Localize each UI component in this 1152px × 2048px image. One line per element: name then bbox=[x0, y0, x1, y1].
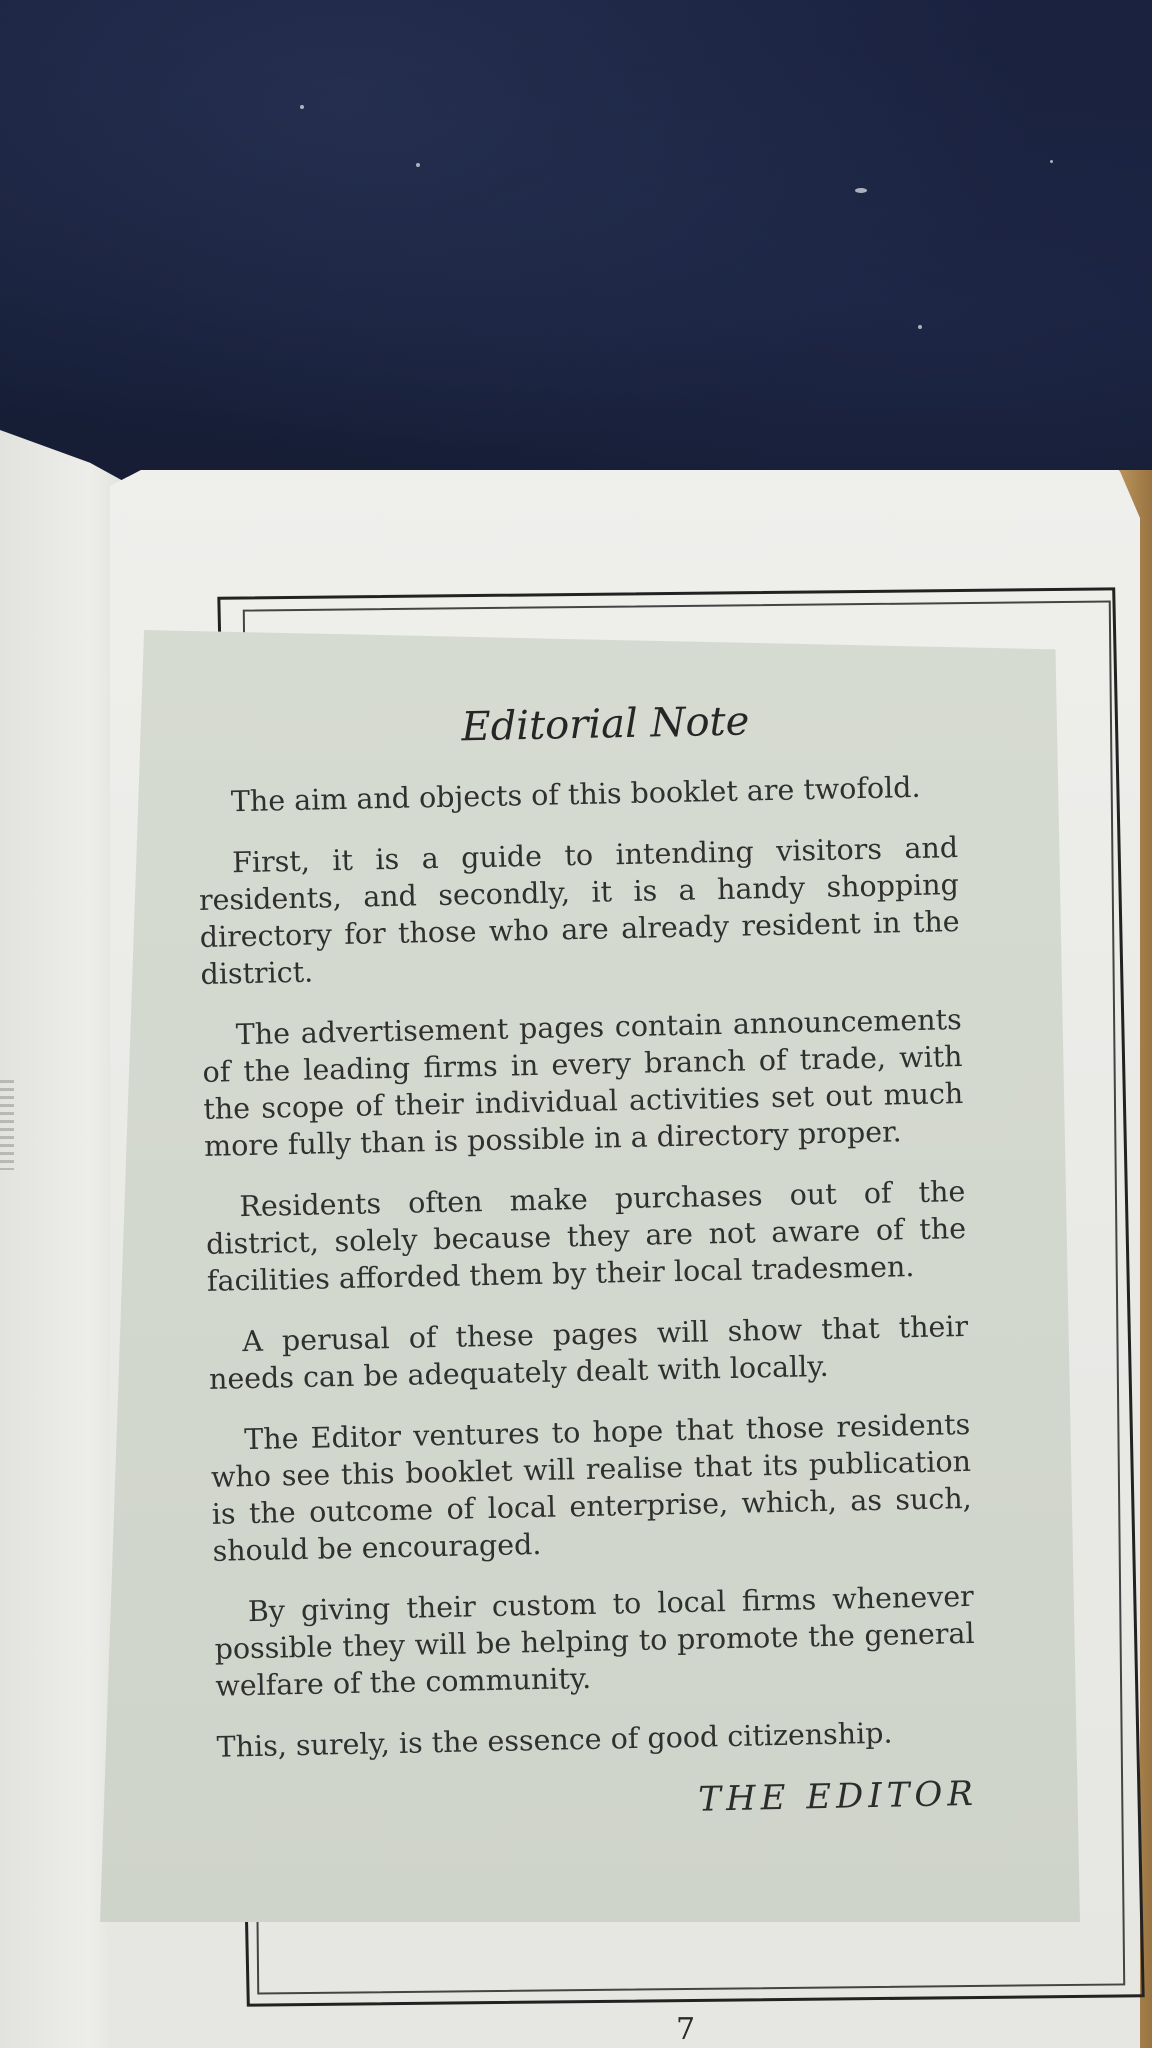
editorial-paragraph: By giving their custom to local firms whenever possible they will be helping to promote the general welfare of the community. bbox=[214, 1579, 975, 1703]
editorial-paragraph: A perusal of these pages will show that their needs can be adequately dealt with locally. bbox=[208, 1309, 969, 1396]
editorial-paragraph: Residents often make purchases out of the district, solely because they are not aware of the facilities afforded them by their local tradesmen. bbox=[205, 1174, 967, 1298]
page-number: 7 bbox=[676, 2012, 696, 2047]
cloth-speck bbox=[855, 188, 867, 193]
editorial-note-content bbox=[195, 694, 978, 1830]
editorial-closing-line: This, surely, is the essence of good citizenship. bbox=[216, 1716, 893, 1764]
editorial-paragraph: The Editor ventures to hope that those residents who see this booklet will realise that its publication is the outcome of local enterprise, which, as such, should be encouraged. bbox=[210, 1407, 973, 1568]
cloth-speck bbox=[416, 163, 420, 167]
cloth-speck bbox=[1050, 160, 1053, 163]
editorial-note-title: Editorial Note bbox=[461, 698, 750, 751]
editorial-paragraph: First, it is a guide to intending visitors and residents, and secondly, it is a handy shopping directory for those who are already resident in the district. bbox=[198, 831, 960, 991]
navy-cloth-background bbox=[0, 0, 1152, 520]
editor-signature: THE EDITOR bbox=[697, 1773, 979, 1820]
left-page-text-fragment bbox=[0, 1080, 14, 1170]
cloth-speck bbox=[300, 105, 304, 109]
editorial-paragraph: The aim and objects of this booklet are twofold. bbox=[230, 770, 921, 819]
editorial-paragraph: The advertisement pages contain announcements of the leading firms in every branch of trade, with the scope of their individual activities set out much more fully than is possible in a directory proper. bbox=[202, 1003, 964, 1163]
cloth-speck bbox=[918, 325, 922, 329]
